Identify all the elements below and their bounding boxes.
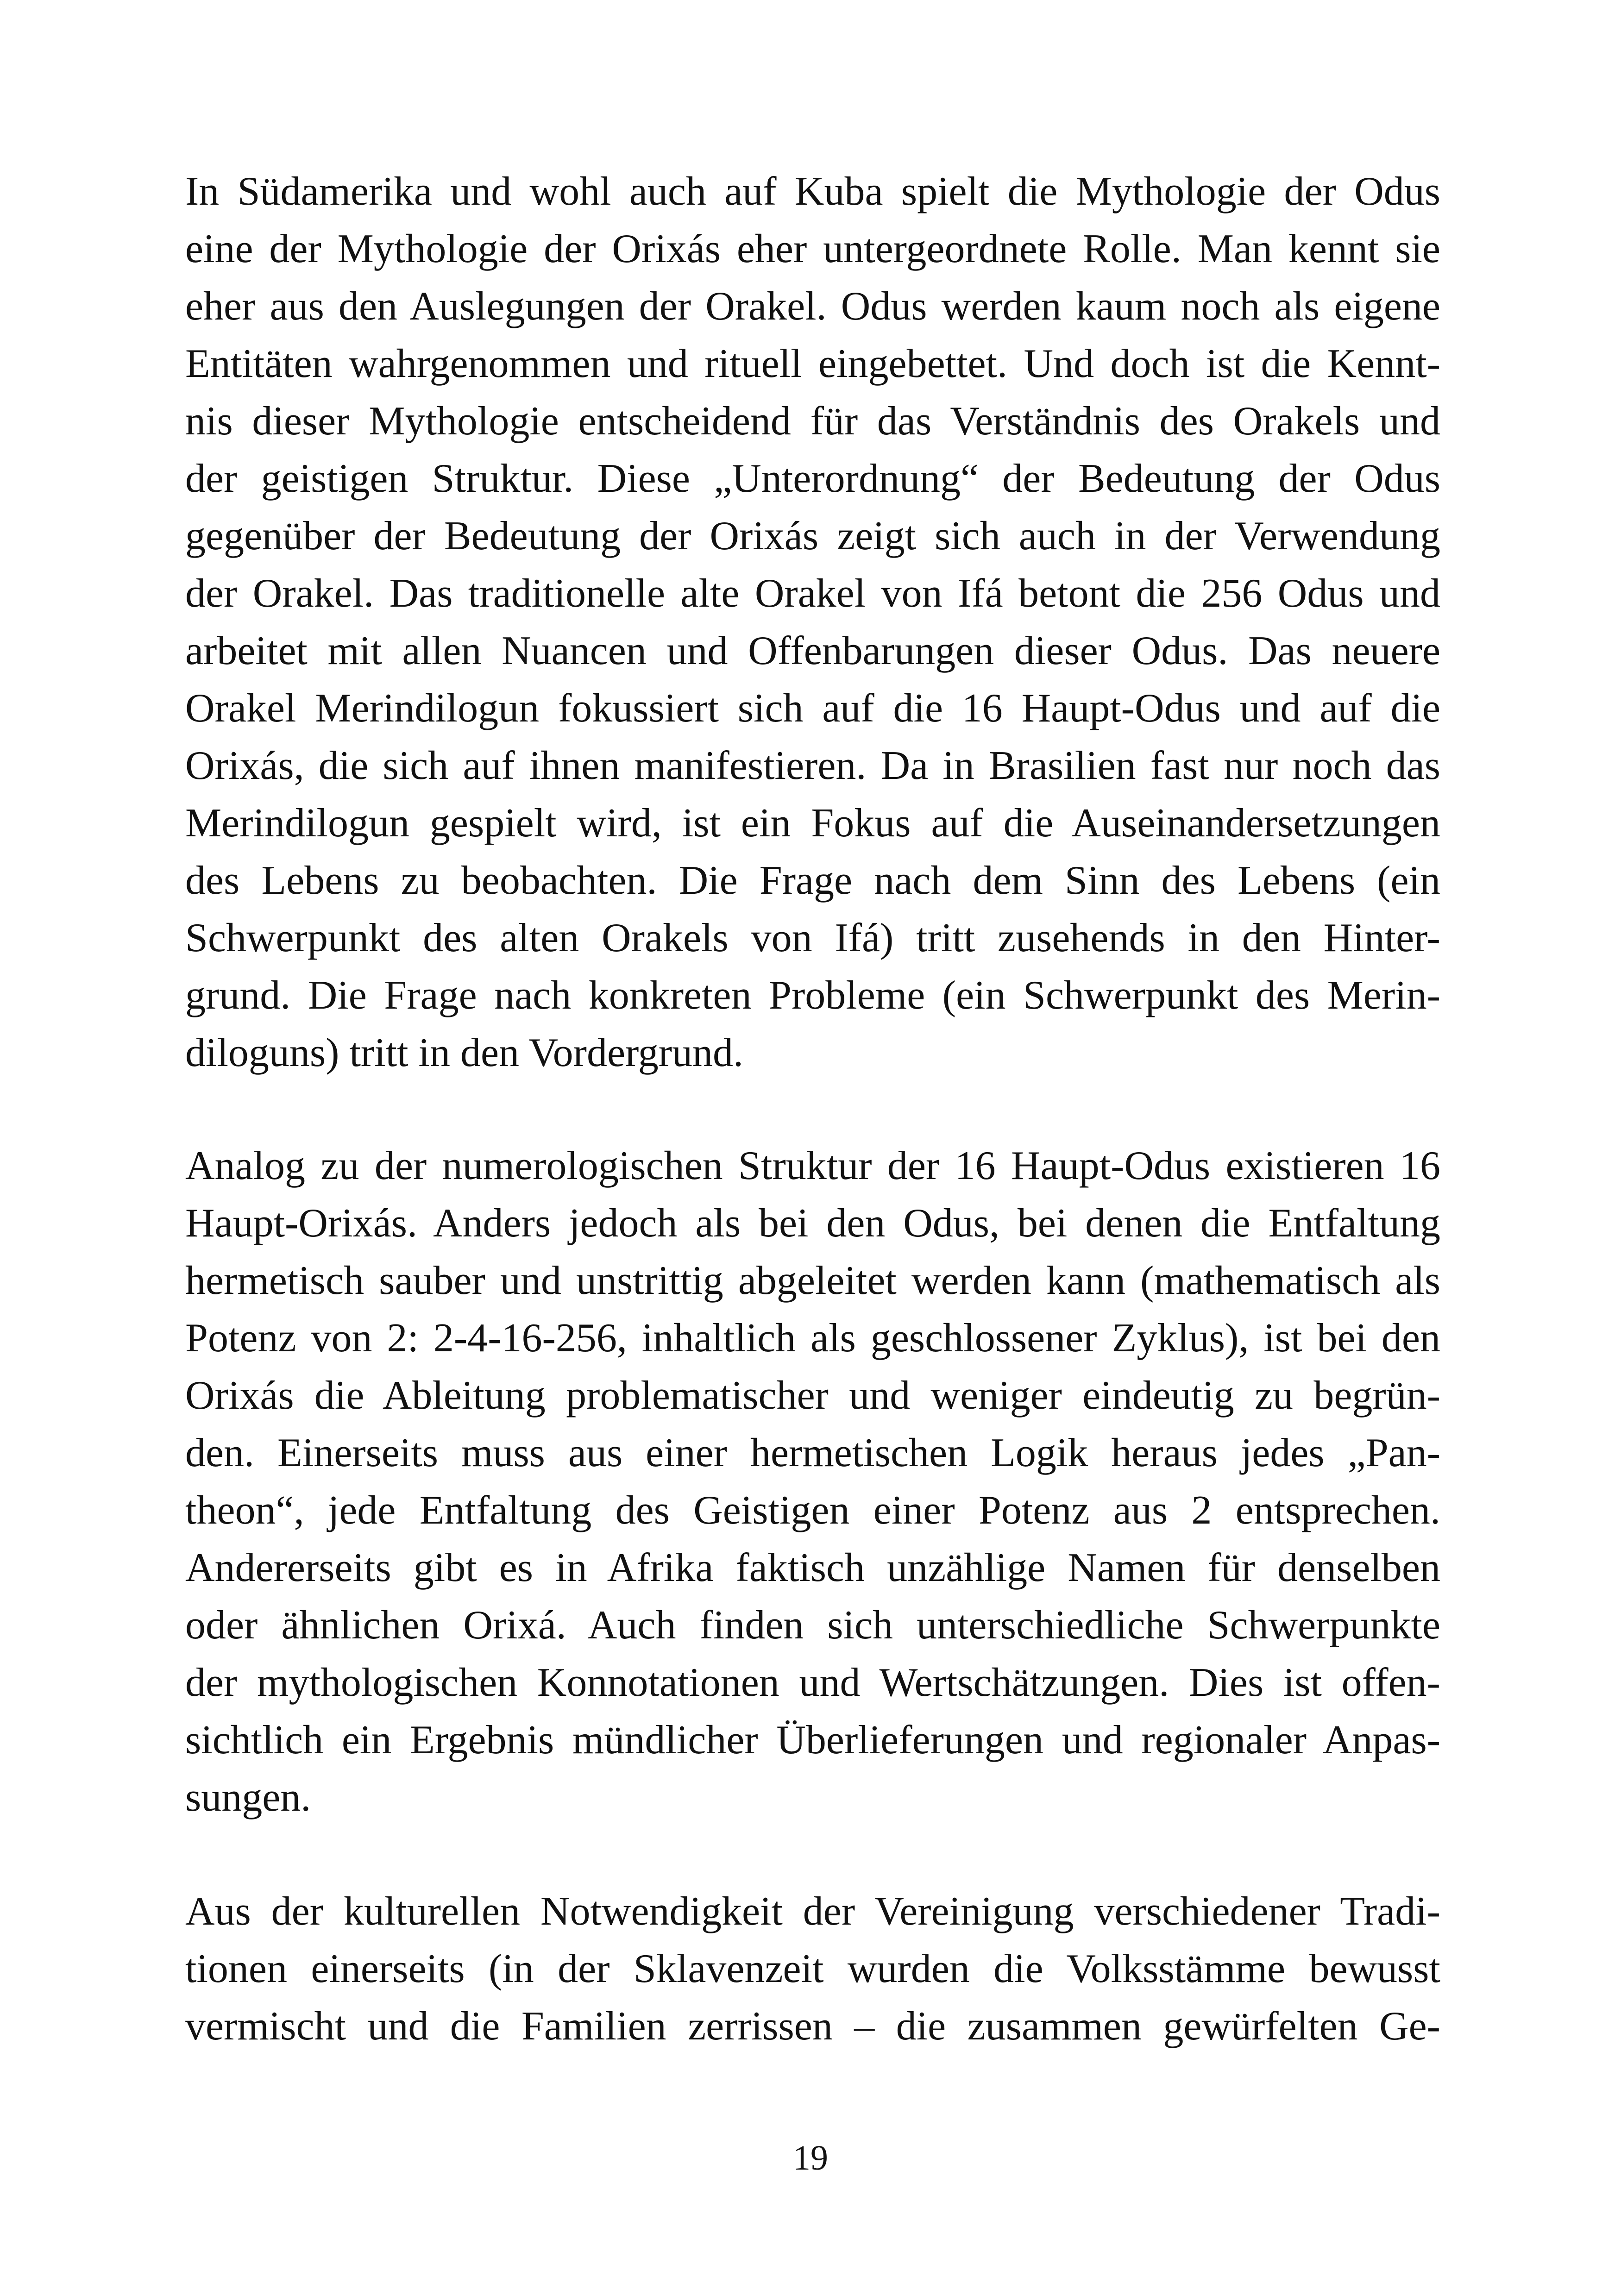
paragraph-1 [185, 163, 1440, 1082]
text-line: arbeitet mit allen Nuancen und Offenbarungen dieser Odus. Das neuere [185, 628, 1440, 673]
text-line: sungen. [185, 1775, 311, 1820]
text-line: Andererseits gibt es in Afrika faktisch unzählige Namen für denselben [185, 1545, 1440, 1590]
text-line: Orixás, die sich auf ihnen manifestieren. Da in Brasilien fast nur noch das [185, 743, 1440, 788]
text-line: Aus der kulturellen Notwendigkeit der Vereinigung verschiedener Tradi- [185, 1889, 1440, 1934]
text-line: eine der Mythologie der Orixás eher untergeordnete Rolle. Man kennt sie [185, 226, 1440, 271]
text-line: eher aus den Auslegungen der Orakel. Odus werden kaum noch als eigene [185, 284, 1440, 329]
text-line: grund. Die Frage nach konkreten Probleme (ein Schwerpunkt des Merin- [185, 973, 1440, 1018]
text-line: Analog zu der numerologischen Struktur der 16 Haupt-Odus existieren 16 [185, 1143, 1440, 1188]
text-line: Entitäten wahrgenommen und rituell eingebettet. Und doch ist die Kennt- [185, 341, 1440, 386]
text-line: Haupt-Orixás. Anders jedoch als bei den Odus, bei denen die Entfaltung [185, 1201, 1440, 1246]
text-line: theon“, jede Entfaltung des Geistigen einer Potenz aus 2 entsprechen. [185, 1488, 1440, 1533]
text-line: Schwerpunkt des alten Orakels von Ifá) tritt zusehends in den Hinter- [185, 916, 1440, 960]
paragraph-3 [185, 1883, 1440, 2055]
text-line: gegenüber der Bedeutung der Orixás zeigt sich auch in der Verwendung [185, 514, 1440, 558]
text-line: der Orakel. Das traditionelle alte Orakel von Ifá betont die 256 Odus und [185, 571, 1440, 616]
text-line: des Lebens zu beobachten. Die Frage nach dem Sinn des Lebens (ein [185, 858, 1440, 903]
text-line: hermetisch sauber und unstrittig abgeleitet werden kann (mathematisch als [185, 1258, 1440, 1303]
text-line: Orixás die Ableitung problematischer und weniger eindeutig zu begrün- [185, 1373, 1440, 1418]
text-line: Merindilogun gespielt wird, ist ein Fokus auf die Auseinandersetzungen [185, 801, 1440, 846]
text-line: der geistigen Struktur. Diese „Unterordnung“ der Bedeutung der Odus [185, 456, 1440, 501]
page-number: 19 [793, 2139, 828, 2177]
text-line: sichtlich ein Ergebnis mündlicher Überlieferungen und regionaler Anpas- [185, 1718, 1440, 1763]
text-line: Orakel Merindilogun fokussiert sich auf die 16 Haupt-Odus und auf die [185, 686, 1440, 731]
text-line: oder ähnlichen Orixá. Auch finden sich unterschiedliche Schwerpunkte [185, 1603, 1440, 1648]
paragraph-2 [185, 1137, 1440, 1826]
text-line: der mythologischen Konnotationen und Wertschätzungen. Dies ist offen- [185, 1660, 1440, 1705]
text-line: tionen einerseits (in der Sklavenzeit wurden die Volksstämme bewusst [185, 1946, 1440, 1991]
text-line: diloguns) tritt in den Vordergrund. [185, 1030, 744, 1075]
text-line: Potenz von 2: 2-4-16-256, inhaltlich als geschlossener Zyklus), ist bei den [185, 1316, 1440, 1361]
text-line: vermischt und die Familien zerrissen – die zusammen gewürfelten Ge- [185, 2004, 1440, 2049]
text-line: den. Einerseits muss aus einer hermetischen Logik heraus jedes „Pan- [185, 1430, 1440, 1475]
text-line: nis dieser Mythologie entscheidend für das Verständnis des Orakels und [185, 399, 1440, 444]
text-line: In Südamerika und wohl auch auf Kuba spielt die Mythologie der Odus [185, 169, 1440, 214]
